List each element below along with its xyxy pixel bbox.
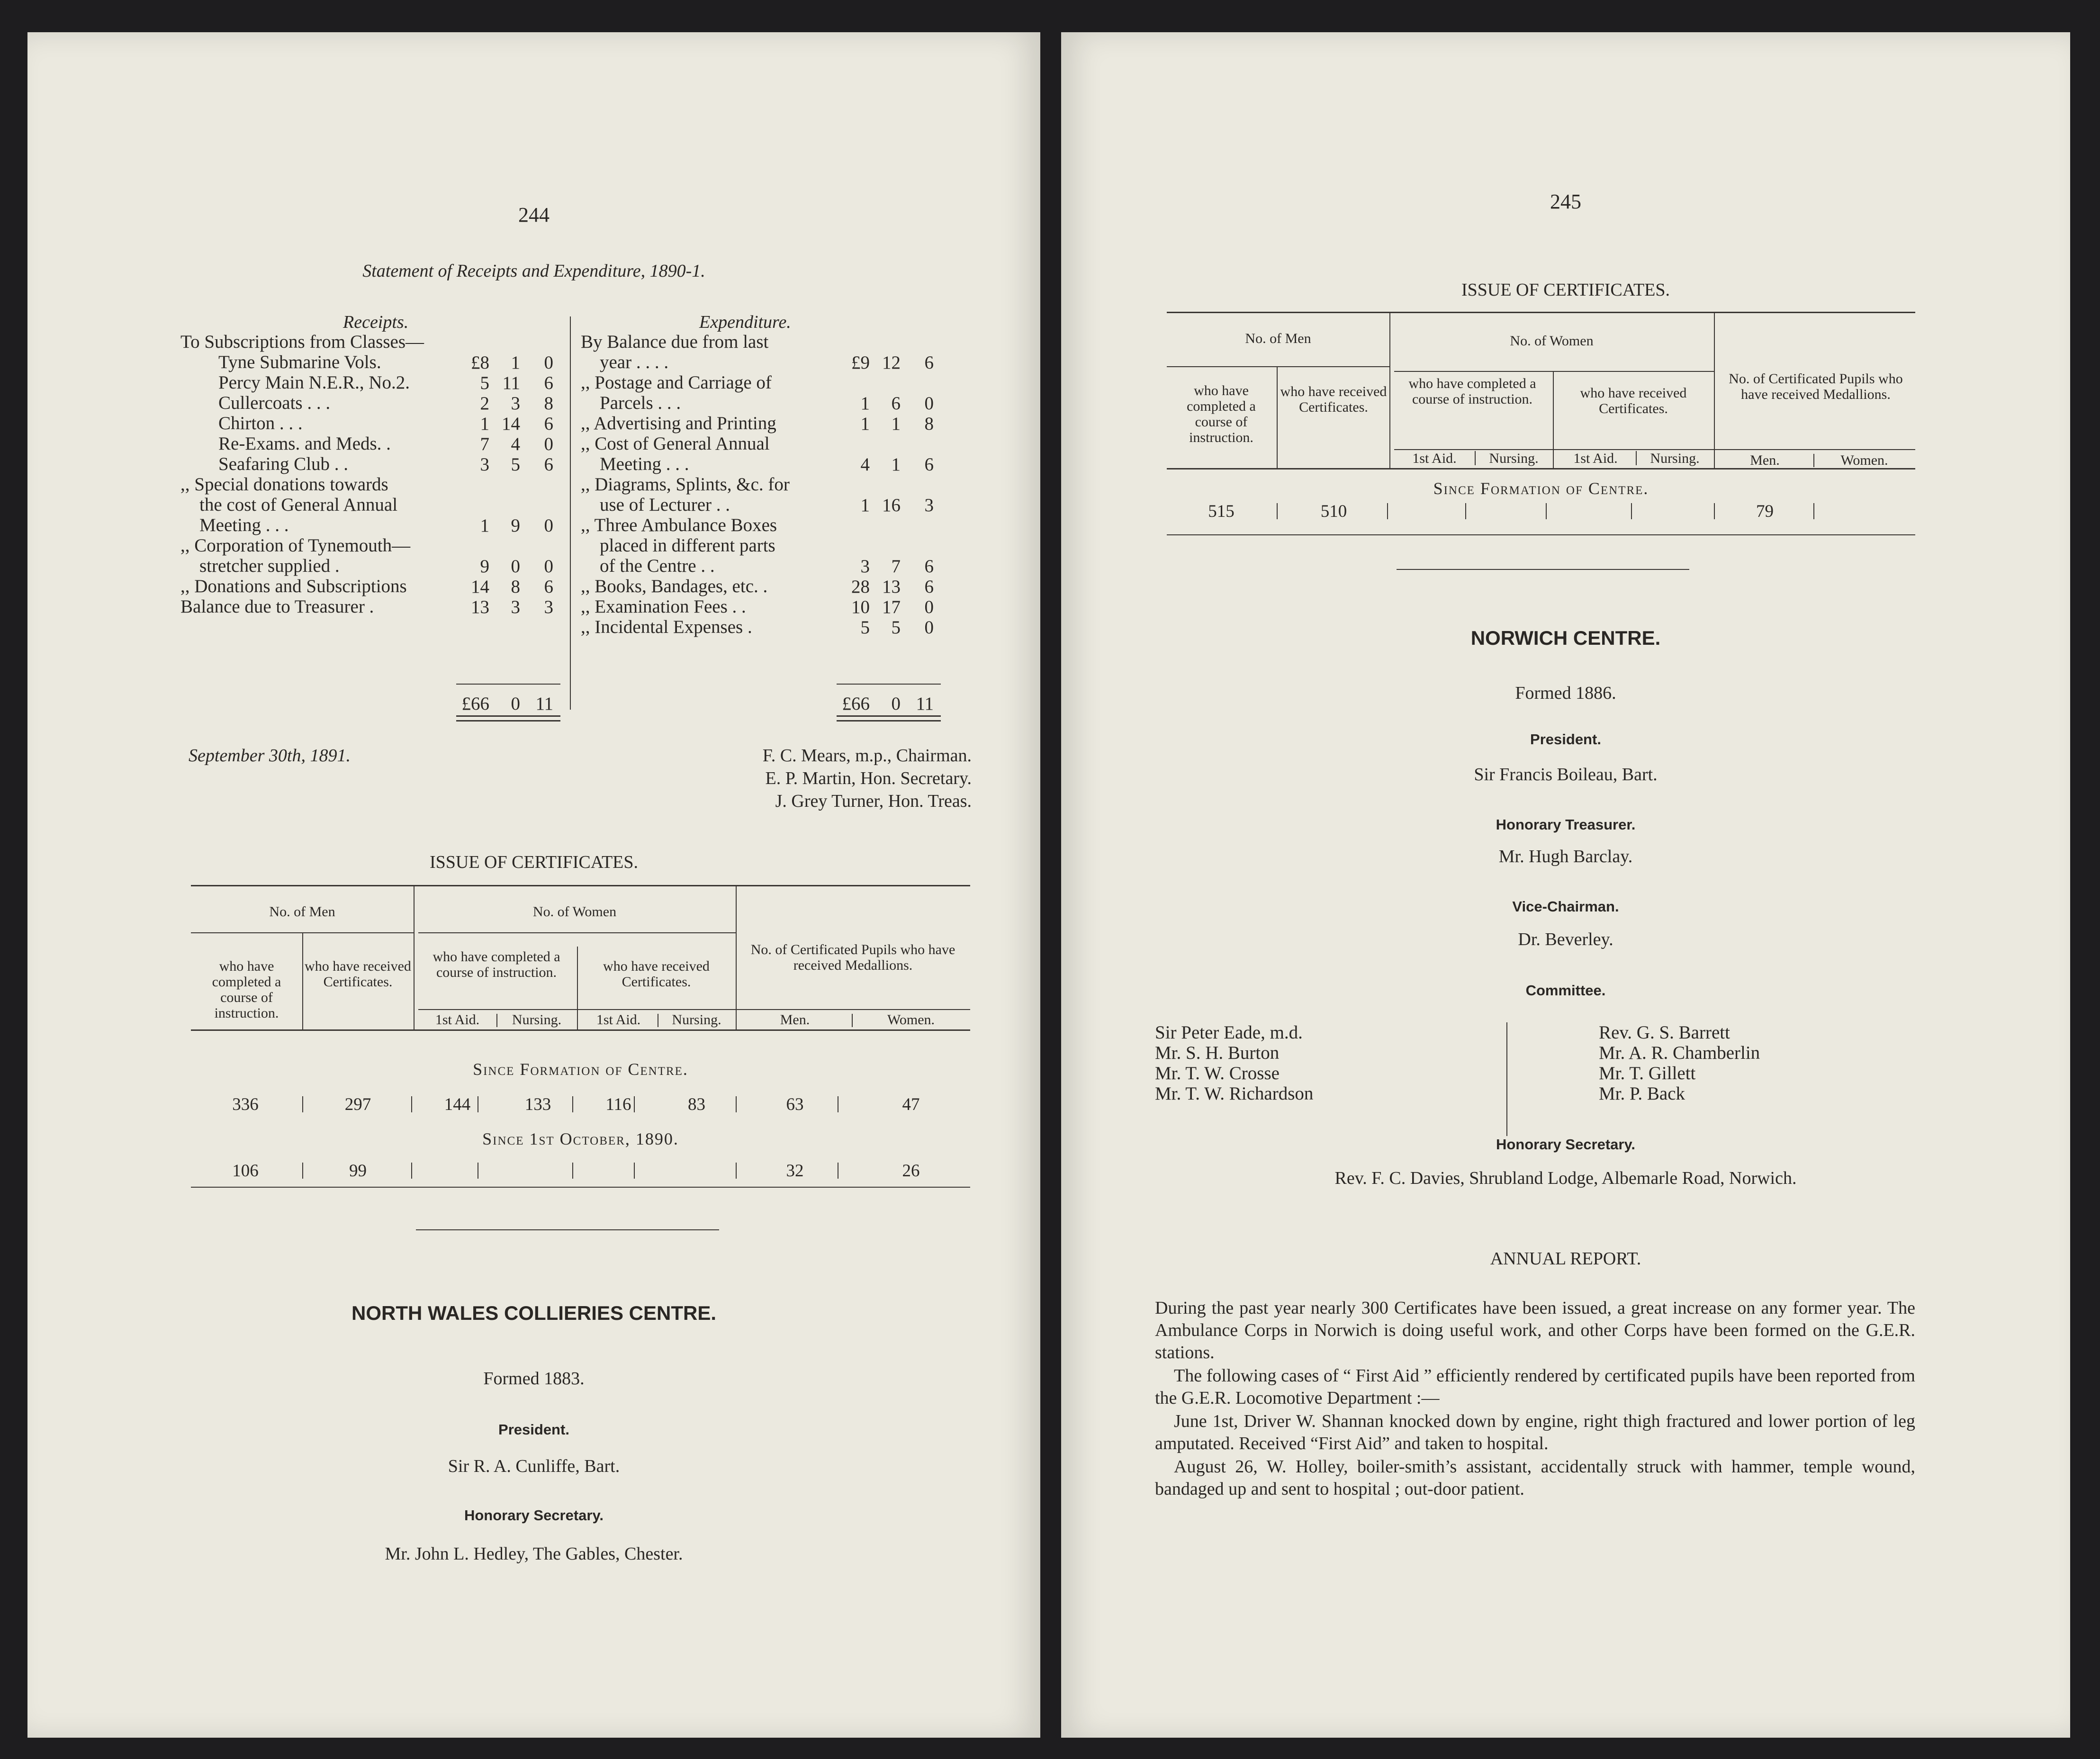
expenditure-heading: Expenditure.: [699, 312, 791, 332]
president-name: Sir R. A. Cunliffe, Bart.: [448, 1456, 620, 1476]
expenditure-line-text: Meeting . . .: [600, 454, 689, 474]
header-women-completed: who have completed a course of instruction.: [433, 949, 560, 980]
receipt-amount-pence: 6: [544, 373, 553, 393]
treasurer-label: Honorary Treasurer.: [1496, 816, 1636, 833]
receipt-line-text: Balance due to Treasurer .: [180, 596, 374, 617]
signatory-secretary: E. P. Martin, Hon. Secretary.: [765, 768, 972, 788]
cell-separator: [1546, 503, 1547, 519]
receipt-line-text: stretcher supplied .: [199, 556, 340, 576]
header-medal-men: Men.: [780, 1012, 810, 1028]
column-divider: [570, 316, 571, 710]
receipts-total-pounds: £66: [461, 694, 489, 714]
cell-separator: [1631, 503, 1632, 519]
committee-member: Mr. S. H. Burton: [1155, 1043, 1280, 1063]
header-men: No. of Men: [269, 904, 335, 920]
expenditure-line-text: use of Lecturer . .: [600, 495, 730, 515]
cell-separator: [736, 1096, 737, 1112]
expenditure-line-text: year . . . .: [600, 352, 669, 372]
receipt-amount-pence: 0: [544, 352, 553, 373]
cell-separator: [1387, 503, 1388, 519]
expenditure-line-text: ,, Examination Fees . .: [581, 596, 746, 617]
receipt-amount-pounds: 13: [471, 597, 489, 617]
receipt-amount-pounds: 7: [480, 434, 489, 454]
receipt-amount-pence: 3: [544, 597, 553, 617]
expenditure-line-text: ,, Diagrams, Splints, &c. for: [581, 474, 790, 495]
expenditure-sum-rule: [837, 684, 941, 685]
president-label: President.: [1530, 731, 1601, 748]
expenditure-line-text: ,, Advertising and Printing: [581, 413, 776, 433]
receipt-line-text: ,, Corporation of Tynemouth—: [180, 535, 411, 556]
committee-divider: [1506, 1022, 1507, 1136]
cell-separator: [572, 1163, 573, 1179]
committee-member: Mr. T. W. Crosse: [1155, 1063, 1280, 1083]
receipt-amount-pounds: 5: [480, 373, 489, 393]
table-cell: 133: [524, 1095, 551, 1114]
expenditure-line-text: placed in different parts: [600, 535, 775, 556]
receipt-amount-pence: 0: [544, 434, 553, 454]
table-cell: 106: [232, 1161, 259, 1181]
expenditure-line-text: ,, Books, Bandages, etc. .: [581, 576, 768, 596]
receipt-amount-pounds: 1: [480, 414, 489, 434]
expenditure-line-text: ,, Three Ambulance Boxes: [581, 515, 777, 535]
table-cell: 510: [1320, 502, 1347, 521]
certificates-table: [191, 885, 970, 1198]
header-women-completed: who have completed a course of instruction.: [1408, 376, 1536, 407]
receipt-line-text: Percy Main N.E.R., No.2.: [218, 372, 410, 393]
expenditure-amount-shillings: 17: [882, 597, 901, 617]
header-nursing-1: Nursing.: [1489, 451, 1539, 466]
expenditure-amount-pence: 0: [924, 597, 934, 617]
table-cell: 63: [786, 1095, 804, 1114]
header-nursing-2: Nursing.: [672, 1012, 721, 1028]
table-cell: 26: [902, 1161, 920, 1181]
expenditure-amount-shillings: 12: [882, 352, 901, 373]
header-women: No. of Women: [1510, 333, 1594, 349]
secretary-label: Honorary Secretary.: [464, 1507, 604, 1524]
cell-separator: [1813, 503, 1814, 519]
table-cell: 297: [344, 1095, 371, 1114]
right-page: [1061, 32, 2070, 1738]
expenditure-amount-pence: 0: [924, 617, 934, 638]
expenditure-amount-pence: 8: [924, 414, 934, 434]
header-first-aid-1: 1st Aid.: [1412, 451, 1457, 466]
secretary-label: Honorary Secretary.: [1496, 1136, 1636, 1153]
receipt-amount-shillings: 4: [511, 434, 520, 454]
expenditure-amount-pounds: 28: [851, 577, 870, 597]
page-number: 245: [1550, 190, 1581, 213]
receipts-total-rule-2: [456, 720, 560, 722]
header-medal-women: Women.: [887, 1012, 935, 1028]
receipts-total-shillings: 0: [511, 694, 520, 714]
since-formation-label: Since Formation of Centre.: [1433, 479, 1649, 498]
header-medal-women: Women.: [1840, 452, 1888, 468]
receipt-amount-shillings: 5: [511, 454, 520, 475]
cell-separator: [572, 1096, 573, 1112]
vice-chairman-label: Vice-Chairman.: [1512, 898, 1619, 915]
receipt-line-text: Cullercoats . . .: [218, 393, 331, 413]
expenditure-line-text: By Balance due from last: [581, 332, 769, 352]
cell-separator: [411, 1163, 412, 1179]
receipt-amount-shillings: 3: [511, 393, 520, 414]
committee-member: Rev. G. S. Barrett: [1599, 1022, 1730, 1043]
header-men-received: who have received Certificates.: [305, 958, 411, 990]
receipt-amount-pence: 6: [544, 414, 553, 434]
section-divider: [1397, 569, 1689, 570]
receipt-amount-shillings: 9: [511, 515, 520, 536]
header-women-received: who have received Certificates.: [1580, 385, 1687, 416]
expenditure-amount-pence: 6: [924, 454, 934, 475]
formed-date: Formed 1883.: [483, 1369, 585, 1389]
expenditure-amount-pence: 6: [924, 577, 934, 597]
header-medallions: No. of Certificated Pupils who have received Medallions.: [750, 942, 955, 973]
receipt-line-text: Seafaring Club . .: [218, 454, 349, 474]
expenditure-total-pounds: £66: [842, 694, 870, 714]
committee-member: Mr. P. Back: [1599, 1083, 1685, 1104]
header-women-received: who have received Certificates.: [603, 958, 710, 990]
formed-date: Formed 1886.: [1515, 683, 1616, 703]
signatory-treasurer: J. Grey Turner, Hon. Treas.: [775, 791, 972, 811]
header-men-completed: who have completed a course of instruction.: [1187, 383, 1256, 445]
since-formation-label: Since Formation of Centre.: [473, 1060, 688, 1079]
committee-label: Committee.: [1525, 982, 1606, 999]
expenditure-amount-pounds: 10: [851, 597, 870, 617]
receipt-amount-pence: 6: [544, 454, 553, 475]
receipt-amount-shillings: 1: [511, 352, 520, 373]
signatory-chairman: F. C. Mears, m.p., Chairman.: [762, 746, 972, 766]
receipt-amount-pounds: 3: [480, 454, 489, 475]
receipt-line-text: Meeting . . .: [199, 515, 289, 535]
expenditure-amount-pounds: £9: [851, 352, 870, 373]
cell-separator: [634, 1163, 635, 1179]
treasurer-name: Mr. Hugh Barclay.: [1498, 847, 1633, 866]
cell-separator: [302, 1163, 303, 1179]
receipt-amount-shillings: 8: [511, 577, 520, 597]
receipt-line-text: ,, Donations and Subscriptions: [180, 576, 407, 596]
receipts-heading: Receipts.: [343, 312, 409, 332]
header-first-aid-2: 1st Aid.: [596, 1012, 641, 1028]
statement-title: Statement of Receipts and Expenditure, 1890-1.: [362, 261, 705, 281]
since-october-label: Since 1st October, 1890.: [482, 1129, 679, 1148]
receipt-line-text: Re-Exams. and Meds. .: [218, 433, 391, 454]
table-cell: 83: [688, 1095, 705, 1114]
header-men-completed: who have completed a course of instruction.: [212, 958, 281, 1021]
committee-member: Mr. T. W. Richardson: [1155, 1083, 1314, 1104]
expenditure-amount-pounds: 4: [860, 454, 870, 475]
cell-separator: [634, 1096, 635, 1112]
expenditure-amount-shillings: 6: [891, 393, 901, 414]
expenditure-amount-shillings: 1: [891, 414, 901, 434]
certificates-title: ISSUE OF CERTIFICATES.: [429, 852, 639, 872]
header-medal-men: Men.: [1750, 452, 1780, 468]
table-cell: 336: [232, 1095, 259, 1114]
table-cell: 47: [902, 1095, 920, 1114]
section-divider: [416, 1229, 719, 1230]
expenditure-line-text: ,, Incidental Expenses .: [581, 617, 752, 637]
receipts-total-rule: [456, 715, 560, 717]
receipt-amount-pounds: 14: [471, 577, 489, 597]
report-paragraph-2: The following cases of “ First Aid ” efficiently rendered by certificated pupils have been reported from the G.E.R. Locomotive Department :—: [1155, 1366, 1915, 1408]
expenditure-line-text: ,, Postage and Carriage of: [581, 372, 772, 393]
report-paragraph-3: June 1st, Driver W. Shannan knocked down by engine, right thigh fractured and lower portion of leg amputated. Received “First Aid” and taken to hospital.: [1155, 1411, 1915, 1453]
receipt-amount-pounds: 1: [480, 515, 489, 536]
expenditure-total-rule-2: [837, 720, 941, 722]
cell-separator: [1714, 503, 1715, 519]
table-cell: 515: [1208, 502, 1235, 521]
secretary-name: Mr. John L. Hedley, The Gables, Chester.: [385, 1544, 683, 1564]
receipt-amount-pounds: 9: [480, 556, 489, 577]
expenditure-amount-pounds: 1: [860, 414, 870, 434]
cell-separator: [411, 1096, 412, 1112]
receipt-line-text: To Subscriptions from Classes—: [180, 332, 424, 352]
expenditure-line-text: Parcels . . .: [600, 393, 681, 413]
report-paragraph-1: During the past year nearly 300 Certificates have been issued, a great increase on any former year. The Ambulance Corps in Norwich is doing useful work, and other Corps have been formed on the G.E.R. stations.: [1155, 1298, 1915, 1362]
receipt-amount-pence: 6: [544, 577, 553, 597]
header-medallions: No. of Certificated Pupils who have received Medallions.: [1729, 371, 1903, 402]
receipt-amount-shillings: 3: [511, 597, 520, 617]
cell-separator: [1277, 503, 1278, 519]
expenditure-amount-pence: 0: [924, 393, 934, 414]
receipt-line-text: Chirton . . .: [218, 413, 303, 433]
table-cell: 32: [786, 1161, 804, 1181]
header-women: No. of Women: [532, 904, 617, 920]
header-men-received: who have received Certificates.: [1280, 384, 1387, 415]
expenditure-total-pence: 11: [916, 694, 934, 714]
header-nursing-2: Nursing.: [1650, 451, 1700, 466]
receipt-line-text: Tyne Submarine Vols.: [218, 352, 381, 372]
table-cell: 79: [1756, 502, 1774, 521]
committee-member: Mr. T. Gillett: [1599, 1063, 1696, 1083]
certificates-title: ISSUE OF CERTIFICATES.: [1461, 280, 1670, 300]
expenditure-amount-shillings: 13: [882, 577, 901, 597]
committee-member: Sir Peter Eade, m.d.: [1155, 1022, 1303, 1043]
annual-report-title: ANNUAL REPORT.: [1490, 1249, 1641, 1269]
committee-member: Mr. A. R. Chamberlin: [1599, 1043, 1760, 1063]
expenditure-amount-pounds: 1: [860, 393, 870, 414]
centre-title: NORTH WALES COLLIERIES CENTRE.: [351, 1302, 717, 1324]
expenditure-amount-shillings: 5: [891, 617, 901, 638]
expenditure-amount-shillings: 16: [882, 495, 901, 515]
expenditure-amount-pence: 6: [924, 352, 934, 373]
expenditure-line-text: of the Centre . .: [600, 556, 715, 576]
expenditure-amount-pounds: 3: [860, 556, 870, 577]
receipt-amount-pounds: 2: [480, 393, 489, 414]
president-label: President.: [498, 1421, 569, 1438]
president-name: Sir Francis Boileau, Bart.: [1474, 765, 1658, 785]
table-cell: 99: [349, 1161, 367, 1181]
expenditure-amount-pence: 3: [924, 495, 934, 515]
vice-chairman-name: Dr. Beverley.: [1518, 929, 1613, 949]
receipt-amount-pounds: £8: [471, 352, 489, 373]
receipt-amount-pence: 8: [544, 393, 553, 414]
table-cell: 116: [605, 1095, 631, 1114]
statement-date: September 30th, 1891.: [189, 746, 351, 766]
receipt-amount-pence: 0: [544, 556, 553, 577]
left-page: [27, 32, 1040, 1738]
cell-separator: [736, 1163, 737, 1179]
receipts-sum-rule: [456, 684, 560, 685]
expenditure-amount-shillings: 7: [891, 556, 901, 577]
expenditure-amount-pence: 6: [924, 556, 934, 577]
centre-title: NORWICH CENTRE.: [1470, 627, 1661, 649]
receipt-line-text: ,, Special donations towards: [180, 474, 388, 495]
expenditure-line-text: ,, Cost of General Annual: [581, 433, 770, 454]
secretary-name: Rev. F. C. Davies, Shrubland Lodge, Albemarle Road, Norwich.: [1334, 1168, 1797, 1188]
header-nursing-1: Nursing.: [512, 1012, 562, 1028]
table-cell: 144: [444, 1095, 471, 1114]
header-first-aid-1: 1st Aid.: [435, 1012, 480, 1028]
cell-separator: [302, 1096, 303, 1112]
page-number: 244: [518, 203, 550, 226]
expenditure-amount-shillings: 1: [891, 454, 901, 475]
receipt-amount-shillings: 0: [511, 556, 520, 577]
expenditure-amount-pounds: 1: [860, 495, 870, 515]
receipts-total-pence: 11: [535, 694, 553, 714]
expenditure-amount-pounds: 5: [860, 617, 870, 638]
report-paragraph-4: August 26, W. Holley, boiler-smith’s assistant, accidentally struck with hammer, temple wound, bandaged up and sent to hospital ; out-door patient.: [1155, 1457, 1915, 1499]
receipt-amount-pence: 0: [544, 515, 553, 536]
receipt-amount-shillings: 11: [502, 373, 520, 393]
certificates-table: [1167, 312, 1915, 539]
cell-separator: [1465, 503, 1466, 519]
receipt-amount-shillings: 14: [502, 414, 520, 434]
receipt-line-text: the cost of General Annual: [199, 495, 398, 515]
expenditure-total-shillings: 0: [891, 694, 901, 714]
header-first-aid-2: 1st Aid.: [1573, 451, 1618, 466]
header-men: No. of Men: [1245, 331, 1311, 346]
expenditure-total-rule: [837, 715, 941, 717]
